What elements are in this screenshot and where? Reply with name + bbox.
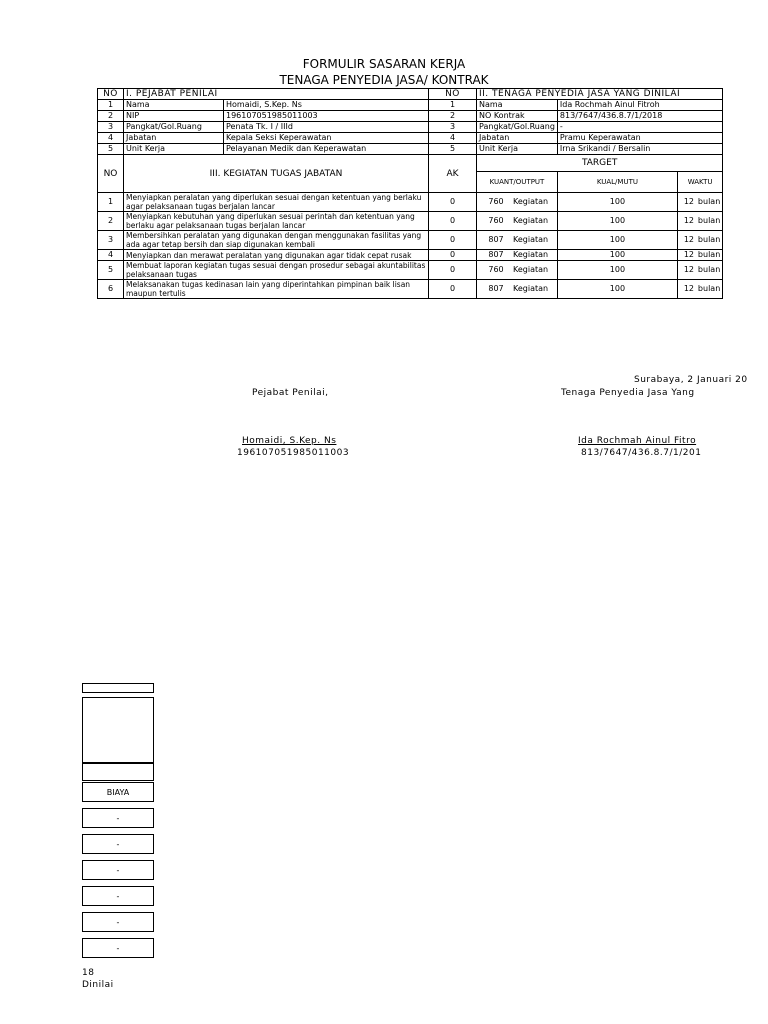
fragment-blank-cell bbox=[82, 697, 154, 763]
target-header: TARGET bbox=[477, 155, 723, 172]
field-value: Pramu Keperawatan bbox=[557, 133, 722, 144]
place-date: Surabaya, 2 Januari 20 bbox=[634, 375, 748, 385]
identity-row bbox=[98, 144, 723, 155]
waktu-value: 12 bbox=[683, 265, 695, 274]
field-value: Pelayanan Medik dan Keperawatan bbox=[224, 144, 429, 155]
row-number: 3 bbox=[98, 122, 124, 133]
field-label: Nama bbox=[477, 100, 558, 111]
kuant-value: 760 bbox=[488, 265, 504, 274]
waktu-unit: bulan bbox=[697, 216, 721, 225]
task-number: 3 bbox=[98, 231, 124, 250]
tenaga-penyedia-name: Ida Rochmah Ainul Fitro bbox=[578, 436, 697, 446]
biaya-value: - bbox=[82, 834, 154, 854]
field-value: Irna Srikandi / Bersalin bbox=[557, 144, 722, 155]
tenaga-penyedia-contract: 813/7647/436.8.7/1/201 bbox=[581, 448, 702, 458]
waktu-value: 12 bbox=[683, 250, 695, 259]
pejabat-penilai-role: Pejabat Penilai, bbox=[252, 388, 329, 398]
kuant-unit: Kegiatan bbox=[513, 265, 549, 274]
task-description: Membuat laporan kegiatan tugas sesuai dengan prosedur sebagai akuntabilitas pelaksanaan tugas bbox=[124, 261, 429, 280]
task-waktu bbox=[677, 212, 722, 231]
task-ak: 0 bbox=[429, 231, 477, 250]
waktu-unit: bulan bbox=[697, 284, 721, 293]
task-description: Membersihkan peralatan yang digunakan dengan menggunakan fasilitas yang ada agar tetap bersih dan siap digunakan kembali bbox=[124, 231, 429, 250]
task-number: 6 bbox=[98, 280, 124, 299]
task-kual: 100 bbox=[557, 280, 677, 299]
row-number: 5 bbox=[429, 144, 477, 155]
task-kuant bbox=[477, 212, 558, 231]
field-value: - bbox=[557, 122, 722, 133]
identity-row bbox=[98, 122, 723, 133]
kuant-value: 760 bbox=[488, 216, 504, 225]
task-kual: 100 bbox=[557, 212, 677, 231]
field-label: Pangkat/Gol.Ruang bbox=[124, 122, 224, 133]
kuant-unit: Kegiatan bbox=[513, 284, 549, 293]
pejabat-penilai-header: I. PEJABAT PENILAI bbox=[124, 89, 429, 100]
task-row bbox=[98, 280, 723, 299]
task-waktu bbox=[677, 250, 722, 261]
task-kual: 100 bbox=[557, 193, 677, 212]
field-value: Homaidi, S.Kep. Ns bbox=[224, 100, 429, 111]
field-value: 196107051985011003 bbox=[224, 111, 429, 122]
task-number: 1 bbox=[98, 193, 124, 212]
form-title: FORMULIR SASARAN KERJA bbox=[302, 57, 466, 71]
pejabat-penilai-nip: 196107051985011003 bbox=[237, 448, 350, 458]
waktu-unit: bulan bbox=[697, 250, 721, 259]
row-number: 4 bbox=[98, 133, 124, 144]
task-row bbox=[98, 212, 723, 231]
row-number: 4 bbox=[429, 133, 477, 144]
fragment-dinilai-text: Dinilai bbox=[82, 980, 114, 990]
biaya-value: - bbox=[82, 886, 154, 906]
task-description: Menyiapkan dan merawat peralatan yang digunakan agar tidak cepat rusak bbox=[124, 250, 429, 261]
fragment-year-text: 18 bbox=[82, 968, 95, 978]
biaya-value: - bbox=[82, 912, 154, 932]
biaya-value: - bbox=[82, 860, 154, 880]
form-subtitle: TENAGA PENYEDIA JASA/ KONTRAK bbox=[279, 73, 489, 87]
field-value: Ida Rochmah Ainul Fitroh bbox=[557, 100, 722, 111]
task-waktu bbox=[677, 280, 722, 299]
identity-header-row bbox=[98, 89, 723, 100]
identity-row bbox=[98, 111, 723, 122]
field-label: Jabatan bbox=[477, 133, 558, 144]
kuant-unit: Kegiatan bbox=[513, 235, 549, 244]
pejabat-penilai-name: Homaidi, S.Kep. Ns bbox=[242, 436, 337, 446]
row-number: 1 bbox=[98, 100, 124, 111]
identity-row bbox=[98, 133, 723, 144]
kuant-unit: Kegiatan bbox=[513, 250, 549, 259]
field-label: Nama bbox=[124, 100, 224, 111]
fragment-header-cell bbox=[82, 683, 154, 693]
biaya-value: - bbox=[82, 938, 154, 958]
kuant-unit: Kegiatan bbox=[513, 197, 549, 206]
task-number: 5 bbox=[98, 261, 124, 280]
no-header-2: NO bbox=[429, 89, 477, 100]
tenaga-penyedia-header: II. TENAGA PENYEDIA JASA YANG DINILAI bbox=[477, 89, 723, 100]
field-label: Jabatan bbox=[124, 133, 224, 144]
kuant-unit: Kegiatan bbox=[513, 216, 549, 225]
row-number: 5 bbox=[98, 144, 124, 155]
task-kuant bbox=[477, 280, 558, 299]
no-header: NO bbox=[98, 89, 124, 100]
field-label: Unit Kerja bbox=[477, 144, 558, 155]
waktu-value: 12 bbox=[683, 235, 695, 244]
task-waktu bbox=[677, 261, 722, 280]
task-kual: 100 bbox=[557, 250, 677, 261]
kuant-value: 807 bbox=[488, 235, 504, 244]
task-waktu bbox=[677, 231, 722, 250]
waktu-header: WAKTU bbox=[677, 172, 722, 193]
waktu-value: 12 bbox=[683, 197, 695, 206]
task-kuant bbox=[477, 261, 558, 280]
task-row bbox=[98, 261, 723, 280]
task-header-row bbox=[98, 155, 723, 172]
task-ak: 0 bbox=[429, 250, 477, 261]
waktu-unit: bulan bbox=[697, 235, 721, 244]
kuant-value: 807 bbox=[488, 284, 504, 293]
waktu-unit: bulan bbox=[697, 265, 721, 274]
field-label: Pangkat/Gol.Ruang bbox=[477, 122, 558, 133]
task-description: Menyiapkan kebutuhan yang diperlukan sesuai perintah dan ketentuan yang berlaku agar pelaksanaan tugas berjalan lancar bbox=[124, 212, 429, 231]
task-number: 2 bbox=[98, 212, 124, 231]
kegiatan-header: III. KEGIATAN TUGAS JABATAN bbox=[124, 155, 429, 193]
task-kuant bbox=[477, 231, 558, 250]
task-ak: 0 bbox=[429, 280, 477, 299]
kuant-value: 807 bbox=[488, 250, 504, 259]
identity-row bbox=[98, 100, 723, 111]
task-no-header: NO bbox=[98, 155, 124, 193]
field-label: NIP bbox=[124, 111, 224, 122]
biaya-header: BIAYA bbox=[82, 782, 154, 802]
task-kuant bbox=[477, 250, 558, 261]
task-ak: 0 bbox=[429, 193, 477, 212]
task-ak: 0 bbox=[429, 212, 477, 231]
task-row bbox=[98, 193, 723, 212]
kuant-output-header: KUANT/OUTPUT bbox=[477, 172, 558, 193]
field-label: Unit Kerja bbox=[124, 144, 224, 155]
field-value: 813/7647/436.8.7/1/2018 bbox=[557, 111, 722, 122]
fragment-blank-cell bbox=[82, 763, 154, 781]
field-value: Penata Tk. I / IIId bbox=[224, 122, 429, 133]
task-kual: 100 bbox=[557, 261, 677, 280]
task-kual: 100 bbox=[557, 231, 677, 250]
row-number: 3 bbox=[429, 122, 477, 133]
kuant-value: 760 bbox=[488, 197, 504, 206]
task-ak: 0 bbox=[429, 261, 477, 280]
ak-header: AK bbox=[429, 155, 477, 193]
field-label: NO Kontrak bbox=[477, 111, 558, 122]
waktu-value: 12 bbox=[683, 216, 695, 225]
task-row bbox=[98, 231, 723, 250]
biaya-value: - bbox=[82, 808, 154, 828]
task-number: 4 bbox=[98, 250, 124, 261]
sasaran-kerja-table bbox=[97, 88, 723, 299]
task-waktu bbox=[677, 193, 722, 212]
field-value: Kepala Seksi Keperawatan bbox=[224, 133, 429, 144]
kual-mutu-header: KUAL/MUTU bbox=[557, 172, 677, 193]
waktu-unit: bulan bbox=[697, 197, 721, 206]
row-number: 1 bbox=[429, 100, 477, 111]
task-description: Melaksanakan tugas kedinasan lain yang diperintahkan pimpinan baik lisan maupun tertulis bbox=[124, 280, 429, 299]
task-kuant bbox=[477, 193, 558, 212]
row-number: 2 bbox=[429, 111, 477, 122]
task-row bbox=[98, 250, 723, 261]
task-description: Menyiapkan peralatan yang diperlukan sesuai dengan ketentuan yang berlaku agar pelaksanaan tugas berjalan lancar bbox=[124, 193, 429, 212]
waktu-value: 12 bbox=[683, 284, 695, 293]
tenaga-penyedia-role: Tenaga Penyedia Jasa Yang bbox=[561, 388, 695, 398]
row-number: 2 bbox=[98, 111, 124, 122]
